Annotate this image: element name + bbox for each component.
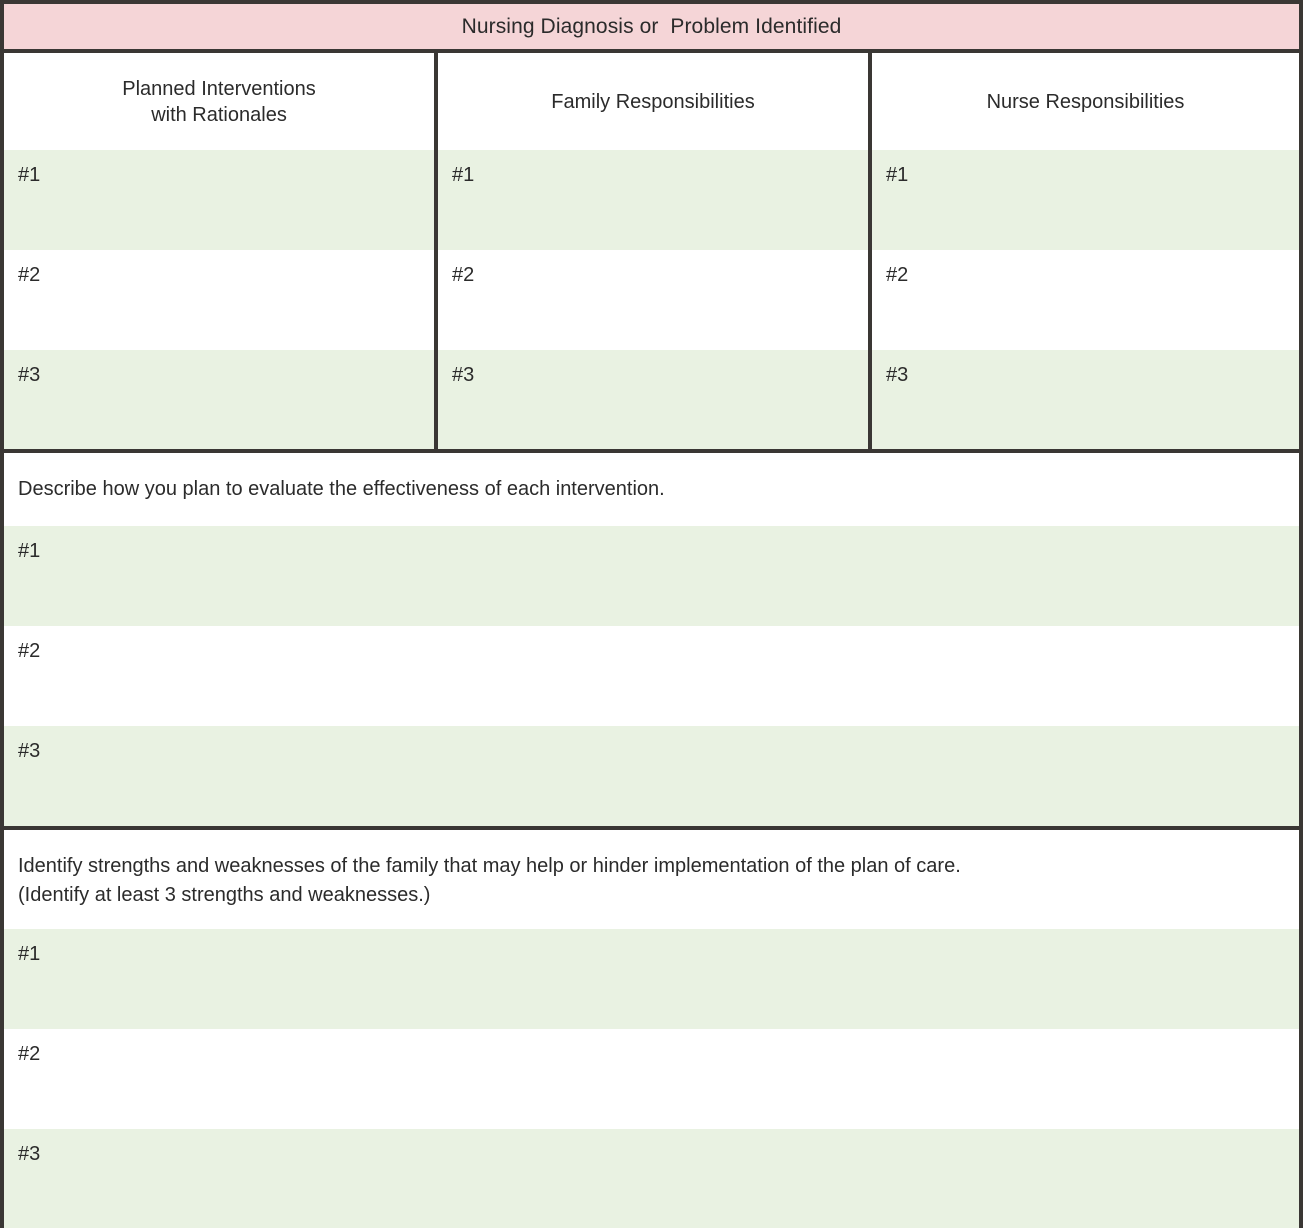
strengths-weaknesses-section [4, 830, 1299, 1228]
strengths-row-2[interactable]: #2 [4, 1029, 1299, 1129]
column-family-responsibilities [438, 53, 872, 449]
intervention-table [4, 53, 1299, 453]
evaluation-prompt: Describe how you plan to evaluate the effectiveness of each intervention. [4, 453, 1299, 526]
evaluation-row-2[interactable]: #2 [4, 626, 1299, 726]
column-header-nurse-responsibilities [872, 53, 1299, 150]
column-planned-interventions [4, 53, 438, 449]
strengths-row-3[interactable]: #3 [4, 1129, 1299, 1228]
evaluation-row-3[interactable]: #3 [4, 726, 1299, 826]
table-cell-family-1[interactable]: #1 [438, 150, 868, 250]
column-nurse-responsibilities [872, 53, 1299, 449]
column-header-family-responsibilities [438, 53, 868, 150]
strengths-prompt-line-1: Identify strengths and weaknesses of the family that may help or hinder implementation of the plan of care. [18, 855, 961, 877]
column-header-planned-interventions [4, 53, 434, 150]
column-header-line-1: Nurse Responsibilities [986, 90, 1185, 113]
banner-title: Nursing Diagnosis or Problem Identified [461, 14, 842, 38]
table-cell-planned-2[interactable]: #2 [4, 250, 434, 350]
evaluation-row-1[interactable]: #1 [4, 526, 1299, 626]
table-cell-planned-3[interactable]: #3 [4, 350, 434, 449]
table-cell-planned-1[interactable]: #1 [4, 150, 434, 250]
strengths-prompt-line-2: (Identify at least 3 strengths and weaknesses.) [18, 884, 431, 906]
strengths-row-1[interactable]: #1 [4, 929, 1299, 1029]
table-cell-family-2[interactable]: #2 [438, 250, 868, 350]
strengths-prompt [4, 830, 1299, 929]
table-cell-family-3[interactable]: #3 [438, 350, 868, 449]
column-header-line-1: Family Responsibilities [551, 90, 755, 113]
column-header-line-1: Planned Interventions [122, 77, 316, 100]
table-cell-nurse-3[interactable]: #3 [872, 350, 1299, 449]
table-cell-nurse-2[interactable]: #2 [872, 250, 1299, 350]
table-cell-nurse-1[interactable]: #1 [872, 150, 1299, 250]
column-header-line-2: with Rationales [151, 103, 287, 126]
evaluation-section [4, 453, 1299, 830]
worksheet-banner [4, 4, 1299, 53]
